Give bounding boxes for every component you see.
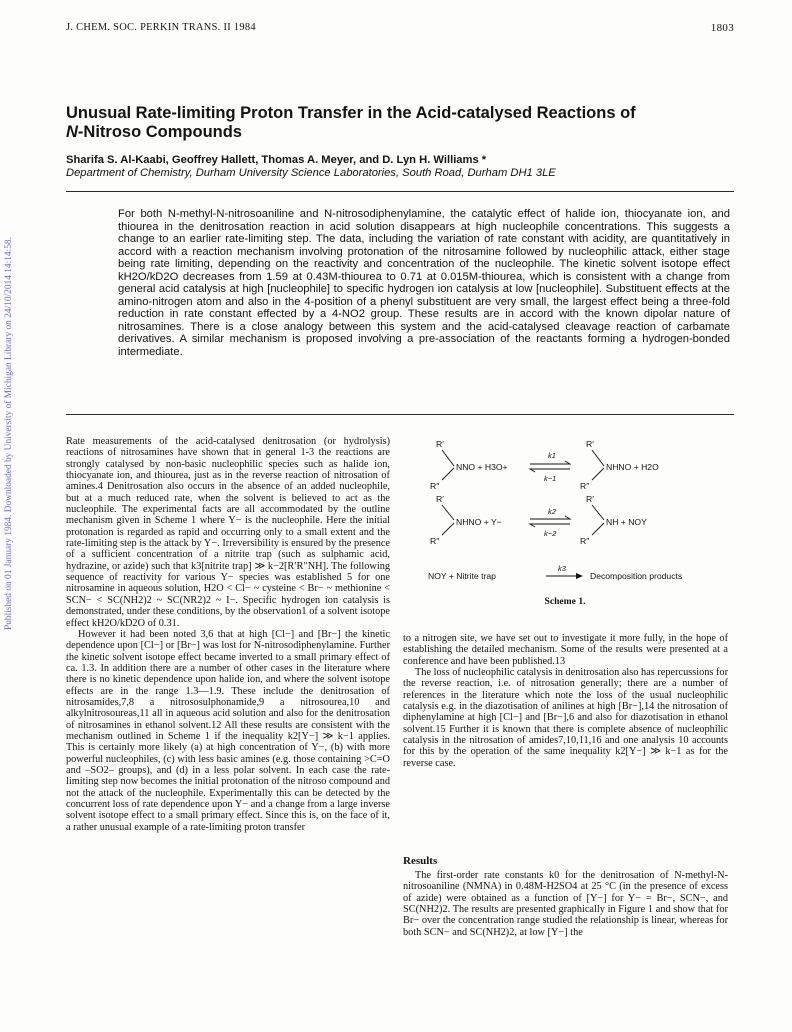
bond-line [592, 523, 604, 535]
arrow-head [530, 524, 535, 527]
abstract-rule [66, 414, 734, 415]
arrow-head [576, 573, 583, 579]
bond-line [592, 468, 604, 480]
title-rest: -Nitroso Compounds [77, 123, 242, 141]
affiliation: Department of Chemistry, Durham University Science Laboratories, South Road, Durham DH1 3LE [66, 167, 556, 179]
row1-right-r2: R″ [580, 481, 590, 491]
row1-left-species: NNO + H3O+ [456, 462, 508, 472]
k2-label: k2 [548, 507, 556, 516]
journal-name: J. CHEM. SOC. PERKIN TRANS. II 1984 [66, 22, 256, 33]
left-paragraph-2: However it had been noted 3,6 that at high [Cl−] and [Br−] the kinetic dependence upon [Cl−] or [Br−] was lost for N-nitrosodiphenylamine. Further the kinetic solvent isotope effect became inverted to a small primary effect of ca. 1.3. In addition there are a number of other cases in the literature where there is no kinetic dependence upon halide ion, and where the solvent isotope effects are in the range 1.3—1.9. These include the denitrosation of nitrosamides,7,8 a nitrososulphonamide,9 a nitrosourea,10 and alkylnitrosoureas,11 all in aqueous acid solution and also for the denitrosation of nitrosamines in ethanol solvent.12 All these results are consistent with the mechanism outlined in Scheme 1 if the inequality k2[Y−] ≫ k−1 applies. This is certainly more likely (a) at high concentration of Y−, (b) with more powerful nucleophiles, (c) with less basic amines (e.g. those containing >C=O and –SO2– groups), and (d) in a less polar solvent. In each case the rate-limiting step now becomes the initial protonation of the nitroso compound and not the attack of the nucleophile. Experimentally this can be detected by the concurrent loss of rate dependence upon Y− and a change from a large inverse solvent isotope effect to a small primary effect. Since this is, on the face of it, a rather unusual example of a rate-limiting proton transfer [66, 628, 390, 833]
bond-line [592, 450, 604, 466]
arrow-head [565, 461, 570, 464]
row1-right-r1: R′ [586, 439, 594, 449]
k3-label: k3 [558, 564, 566, 573]
left-paragraph-1: Rate measurements of the acid-catalysed denitrosation (or hydrolysis) reactions of nitrosamines have shown that in general 1-3 the reactions are strongly catalysed by non-basic nucleophilic species such as halide ion, thiocyanate ion, and thiourea, just as in the reverse reaction of nitrosation of amines.4 Denitrosation also occurs in the absence of an added nucleophile, but at a much reduced rate, when the solvent is believed to act as the nucleophile. The experimental facts are all accommodated by the outline mechanism given in Scheme 1 where Y− is the nucleophile. Here the initial protonation is regarded as rapid and occurring only to a small extent and the rate-limiting step is the attack by Y−. Irreversibility is ensured by the presence of a sufficient concentration of a nitrite trap (such as sulphamic acid, hydrazine, or azide) such that k3[nitrite trap] ≫ k−2[R′R″NH]. The following sequence of reactivity for various Y− species was established 5 for one nitrosamine in aqueous solution, H2O < Cl− ~ cysteine < Br− ~ methionine < SCN− < SC(NH2)2 ~ SC(NR2)2 ~ I−. Specific hydrogen ion catalysis is demonstrated, under these conditions, by the observation1 of a solvent isotope effect kH2O/kD2O of 0.31. [66, 436, 390, 629]
km2-label: k−2 [544, 529, 557, 538]
scheme-diagram [400, 436, 730, 596]
results-heading: Results [403, 855, 438, 867]
scheme-1 [400, 436, 730, 611]
row2-right-r1: R′ [586, 494, 594, 504]
page-number: 1803 [710, 22, 734, 34]
right-paragraph-1: to a nitrogen site, we have set out to investigate it more fully, in the hope of establishing the detailed mechanism. Some of the results were presented at a conference and have been published.13 [403, 633, 728, 667]
bond-line [442, 523, 454, 535]
row1-left-r1: R′ [436, 439, 444, 449]
row3-right-species: Decomposition products [590, 571, 683, 581]
results-paragraph [403, 870, 728, 938]
download-watermark[interactable]: Published on 01 January 1984. Downloaded by University of Michigan Library on 24/10/2014 14:14:58. [4, 237, 14, 630]
bond-line [442, 468, 454, 480]
left-column [66, 436, 390, 833]
scheme-caption: Scheme 1. [544, 596, 586, 607]
arrow-head [530, 469, 535, 472]
abstract: For both N-methyl-N-nitrosoaniline and N-nitrosodiphenylamine, the catalytic effect of halide ion, thiocyanate ion, and thiourea in the denitrosation reaction in acid solution disappears at high nucleophile concentrations. This suggests a change to an earlier rate-limiting step. The data, including the variation of rate constant with acidity, are quantitatively in accord with a reaction mechanism involving protonation of the nitrosamine followed by nucleophilic attack, either stage being rate limiting, depending on the reactivity and concentration of the nucleophile. The kinetic solvent isotope effect kH2O/kD2O decreases from 1.59 at 0.43M-thiourea to 0.71 at 0.015M-thiourea, which is consistent with a change from general acid catalysis at high [nucleophile] to specific hydrogen ion catalysis at low [nucleophile]. Substituent effects at the amino-nitrogen atom and also in the 4-position of a phenyl substituent are very small, the largest effect being a three-fold reduction in rate constant effected by a 4-NO2 group. These results are in accord with the known dipolar nature of nitrosamines. There is a close analogy between this system and the acid-catalysed cleavage reaction of carbamate derivatives. A similar mechanism is proposed involving a pre-association of the reactants forming a hydrogen-bonded intermediate. [118, 208, 730, 358]
row2-left-r2: R″ [430, 536, 440, 546]
row1-left-r2: R″ [430, 481, 440, 491]
header-rule [66, 191, 734, 192]
bond-line [442, 450, 454, 466]
title-prefix: N [66, 123, 78, 141]
row1-right-species: NHNO + H2O [606, 462, 659, 472]
row2-left-species: NHNO + Y− [456, 517, 502, 527]
running-head [66, 22, 734, 36]
title-line-2 [66, 123, 706, 142]
bond-line [592, 505, 604, 520]
article-title [66, 104, 706, 142]
right-paragraph-2: The loss of nucleophilic catalysis in denitrosation also has repercussions for the reverse reaction, i.e. of nitrosation generally; there are a number of references in the literature which note the loss of the usual nucleophilic catalysis e.g. in the diazotisation of anilines at high [Br−],14 the nitrosation of diphenylamine at high [Cl−] and [Br−],6 and also for diazotisation in ethanol solvent.15 Further it is known that there is complete absence of nucleophilic catalysis in the nitrosation of amides7,10,11,16 and one analysis 10 accounts for this by the operation of the same inequality k2[Y−] ≫ k−1 as for the reverse case. [403, 667, 728, 769]
bond-line [442, 505, 454, 520]
row2-left-r1: R′ [436, 494, 444, 504]
row3-left-species: NOY + Nitrite trap [428, 571, 496, 581]
arrow-head [565, 516, 570, 519]
km1-label: k−1 [544, 474, 557, 483]
row2-right-r2: R″ [580, 536, 590, 546]
row2-right-species: NH + NOY [606, 517, 647, 527]
k1-label: k1 [548, 451, 556, 460]
results-text: The first-order rate constants k0 for the denitrosation of N-methyl-N-nitrosoaniline (NMNA) in 0.48M-H2SO4 at 25 °C (in the presence of excess of azide) were obtained as a function of [Y−] for Y− = Br−, SCN−, and SC(NH2)2. The results are presented graphically in Figure 1 and show that for Br− over the concentration range studied the relationship is linear, whereas for both SCN− and SC(NH2)2, at low [Y−] the [403, 870, 728, 938]
author-list: Sharifa S. Al-Kaabi, Geoffrey Hallett, Thomas A. Meyer, and D. Lyn H. Williams * [66, 154, 487, 166]
title-line-1: Unusual Rate-limiting Proton Transfer in the Acid-catalysed Reactions of [66, 104, 636, 122]
right-column [403, 633, 728, 769]
